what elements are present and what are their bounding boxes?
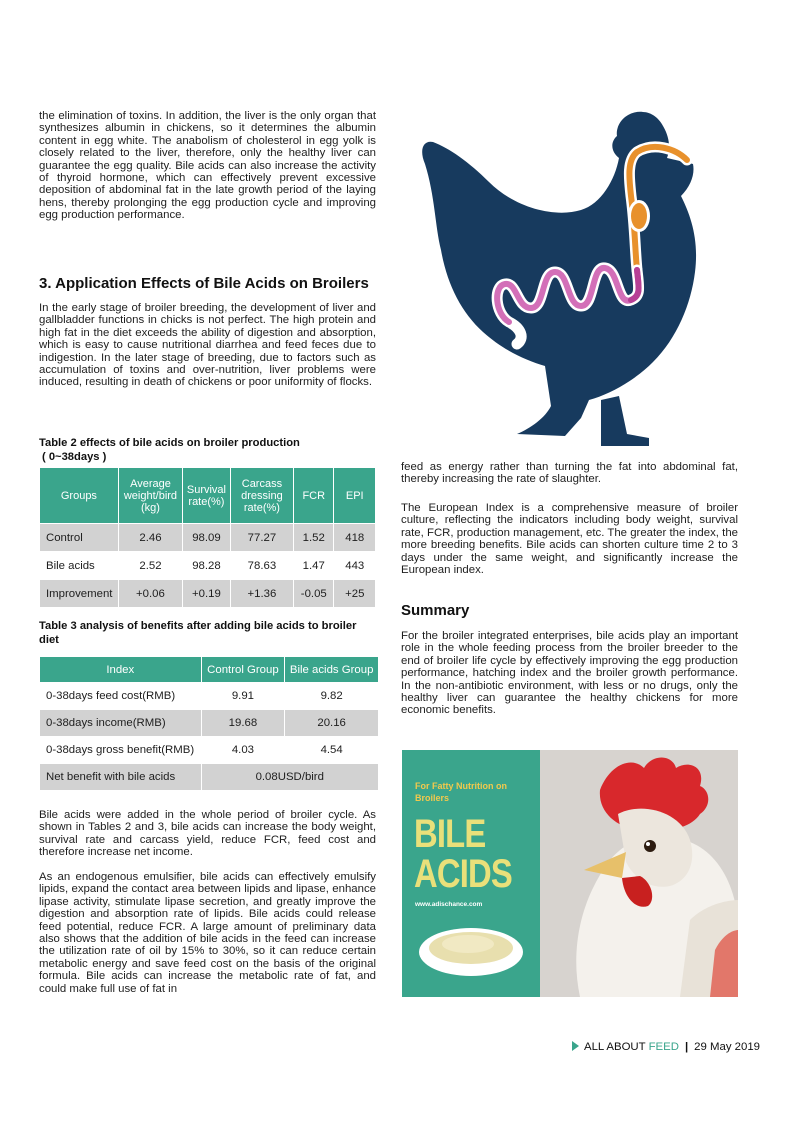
table-cell: 0-38days gross benefit(RMB) [40,737,202,764]
table-cell: 1.47 [294,552,334,580]
table-cell: 443 [334,552,376,580]
table-cell: +0.06 [118,580,182,608]
table-2 [39,467,376,608]
table-cell: -0.05 [294,580,334,608]
table-cell: 98.28 [183,552,231,580]
table-2-header-row [40,468,376,524]
chicken-head-icon [540,750,738,997]
bile-acids-advertisement [402,750,738,997]
right-paragraph-1: feed as energy rather than turning the fat into abdominal fat, thereby increasing the rate of slaughter. [401,461,738,486]
table-row [40,580,376,608]
table-row [40,552,376,580]
table-cell: +1.36 [230,580,293,608]
left-paragraph-2: Bile acids were added in the whole period of broiler cycle. As shown in Tables 2 and 3, bile acids can increase the body weight, survival rate and carcass yield, reduce FCR, feed cost and therefore increase net income. [39,809,376,859]
table-row [40,683,379,710]
table-2-header: Survival rate(%) [183,468,231,524]
right-paragraph-2: The European Index is a comprehensive measure of broiler culture, reflecting the indicators including body weight, survival rate, FCR, production management, etc. The greater the index, the more breeding benefits. Bile acids can shorten culture time 2 to 3 days under the same weight, and significantly increase the European index. [401,502,738,577]
table-2-header: Groups [40,468,119,524]
table-cell: 9.82 [285,683,379,710]
powder-bowl-icon [416,918,526,980]
table-cell: 2.46 [118,524,182,552]
table-cell: 4.54 [285,737,379,764]
table-2-caption [39,436,379,464]
section-3-paragraph: In the early stage of broiler breeding, the development of liver and gallbladder functions in chicks is not perfect. The high protein and high fat in the diet exceeds the ability of digestion and absorption, which is easy to cause nutritional diarrhea and feed feces due to indigestion. In the later stage of breeding, due to factors such as accumulation of toxins and over-nutrition, liver problems were induced, resulting in death of chickens or poor uniformity of flocks. [39,302,376,389]
footer-brand-part2: FEED [648,1041,679,1053]
table-cell: Control [40,524,119,552]
ad-title-line2: ACIDS [414,852,512,896]
table-cell: 77.27 [230,524,293,552]
table-2-caption-line2: ( 0~38days ) [42,451,107,463]
ad-subtitle: For Fatty Nutrition on Broilers [415,781,507,803]
table-3-header: Index [40,657,202,683]
table-cell: 9.91 [201,683,285,710]
table-2-header: Average weight/bird (kg) [118,468,182,524]
table-2-caption-line1: Table 2 effects of bile acids on broiler production [39,437,300,449]
intro-paragraph: the elimination of toxins. In addition, the liver is the only organ that synthesizes albumin in chickens, so it determines the albumin content in egg white. The anabolism of cholesterol in egg yolk is closely related to the liver, therefore, only the healthy liver can guarantee the egg quality. Bile acids can also increase the activity of thyroid hormone, which can effectively prevent excessive deposition of abdominal fat in the late growth period of the laying hens, thereby prolonging the egg production cycle and improving egg production performance. [39,110,376,222]
left-paragraph-3: As an endogenous emulsifier, bile acids can effectively emulsify lipids, expand the contact area between lipids and lipase, enhance lipase activity, stimulate lipase secretion, and greatly improve the digestion and absorption rate of lipids. Bile acids could release feed potential, reduce FCR. A large amount of preliminary data also shows that the addition of bile acids in the feed can increase the utilization rate of oil by 15% to 30%, so it can reduce certain metabolic energy and save feed cost on the basis of the original formula. Bile acids can increase the metabolic rate of fat, and could make full use of fat in [39,871,376,995]
ad-url: www.adischance.com [415,901,483,908]
footer-date: 29 May 2019 [694,1041,761,1053]
table-cell: Bile acids [40,552,119,580]
hen-illustration [405,100,740,455]
ad-title-line1: BILE [414,812,486,856]
table-3 [39,656,379,791]
table-2-header: Carcass dressing rate(%) [230,468,293,524]
section-3-heading: 3. Application Effects of Bile Acids on Broilers [39,275,369,292]
summary-heading: Summary [401,602,470,619]
page-footer [572,1041,760,1053]
table-cell: 0-38days income(RMB) [40,710,202,737]
footer-triangle-icon [572,1041,579,1051]
table-cell: 0-38days feed cost(RMB) [40,683,202,710]
chicken-photo [540,750,738,997]
table-cell: +25 [334,580,376,608]
footer-brand-part1: ALL ABOUT [584,1041,649,1053]
table-3-caption-line1: Table 3 analysis of benefits after adding bile acids to broiler [39,620,357,632]
table-cell: 1.52 [294,524,334,552]
table-row [40,764,379,791]
table-cell: 418 [334,524,376,552]
table-cell: Net benefit with bile acids [40,764,202,791]
table-row [40,524,376,552]
table-cell: 98.09 [183,524,231,552]
footer-separator: | [684,1041,689,1053]
table-row [40,710,379,737]
table-3-header: Control Group [201,657,285,683]
table-cell: 78.63 [230,552,293,580]
table-cell: 2.52 [118,552,182,580]
table-3-header-row [40,657,379,683]
ad-title [414,814,512,894]
table-cell: 20.16 [285,710,379,737]
table-2-header: EPI [334,468,376,524]
table-row [40,737,379,764]
table-2-header: FCR [294,468,334,524]
summary-paragraph: For the broiler integrated enterprises, bile acids play an important role in the whole feeding process from the broiler breeder to the end of broiler life cycle by effectively improving the egg production performance, hatching index and the broiler growth performance. In the non-antibiotic environment, with less or no drugs, only the healthy liver can guarantee the healthy chickens for more economic benefits. [401,630,738,717]
table-3-caption-line2: diet [39,634,59,646]
table-cell: Improvement [40,580,119,608]
table-cell: 4.03 [201,737,285,764]
table-cell: +0.19 [183,580,231,608]
table-cell: 19.68 [201,710,285,737]
table-3-caption [39,619,379,647]
table-cell: 0.08USD/bird [201,764,378,791]
table-3-header: Bile acids Group [285,657,379,683]
